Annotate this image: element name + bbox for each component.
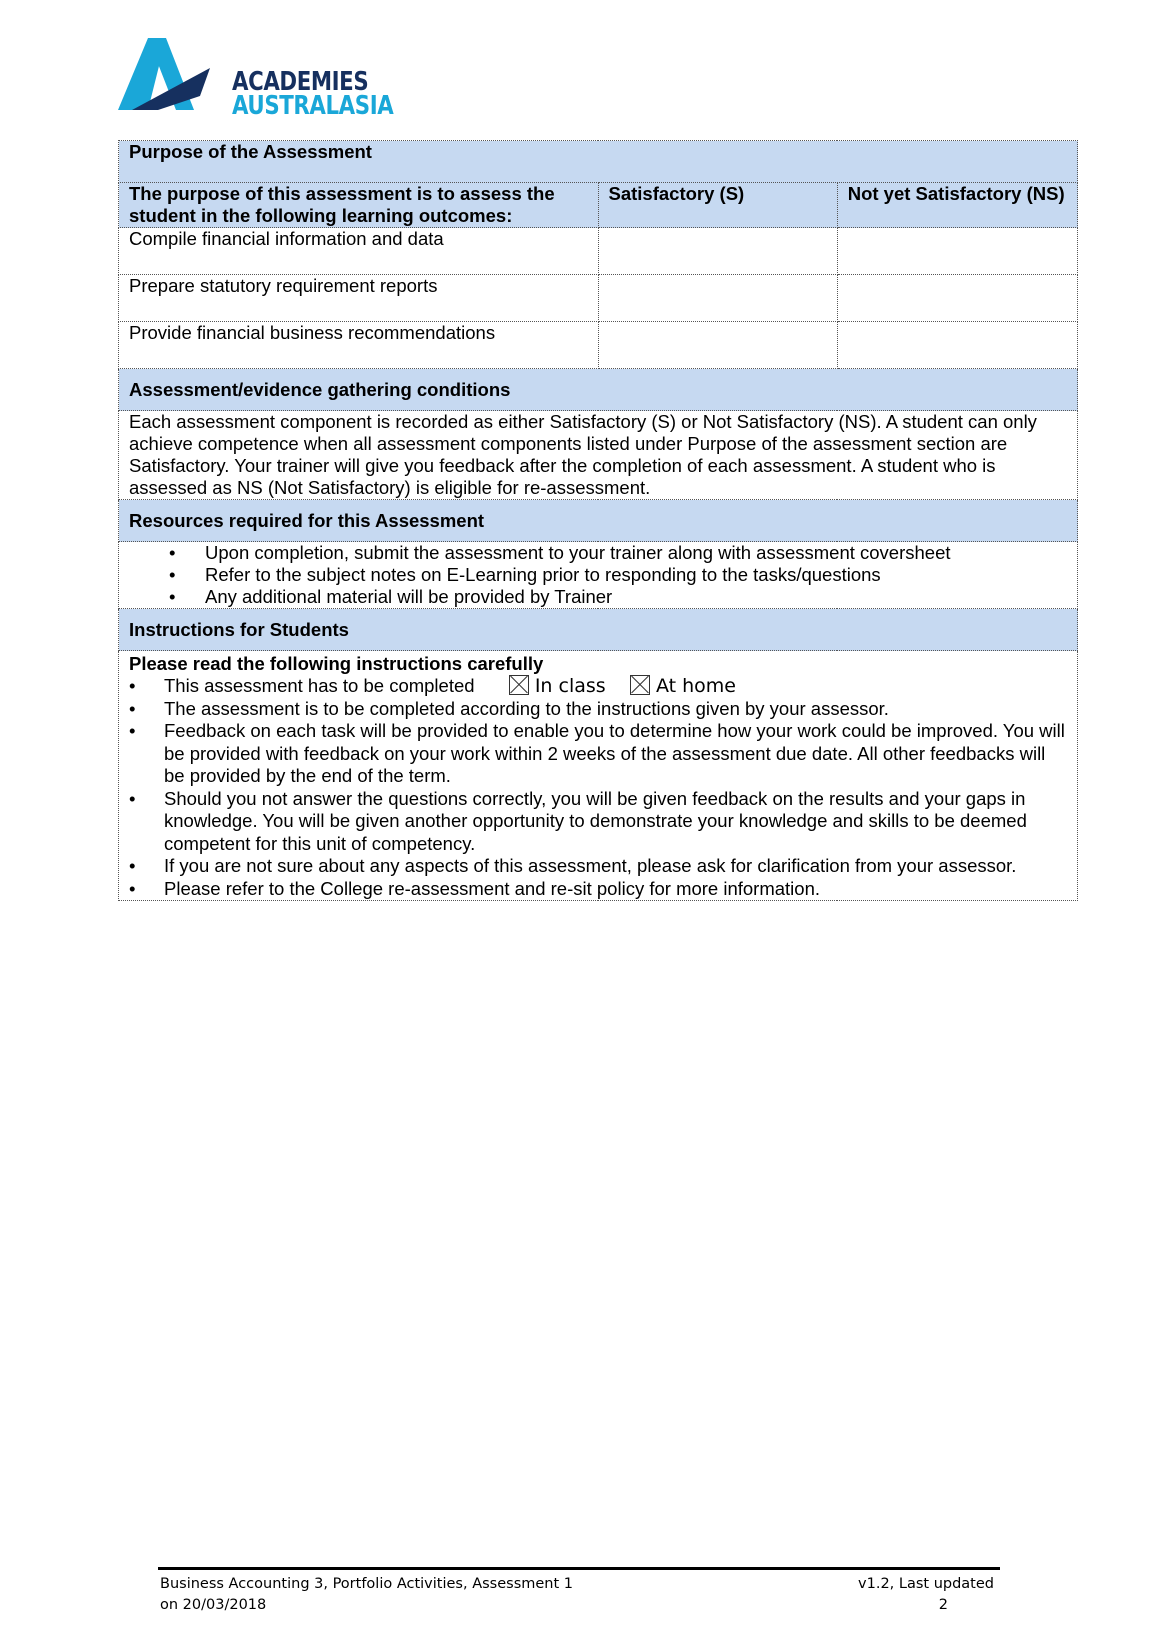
page-number: 2 [938, 1597, 948, 1613]
conditions-row [119, 411, 1078, 500]
not-satisfactory-cell[interactable] [837, 275, 1077, 322]
not-satisfactory-column-header: Not yet Satisfactory (NS) [837, 183, 1077, 228]
list-item: • If you are not sure about any aspects of this assessment, please ask for clarification from your assessor. [164, 855, 1067, 878]
learning-outcome: Prepare statutory requirement reports [119, 275, 599, 322]
learning-outcome: Provide financial business recommendations [119, 322, 599, 369]
purpose-section-header [119, 141, 1078, 183]
instructions-list [129, 675, 1067, 900]
list-item: • Please refer to the College re-assessment and re-sit policy for more information. [164, 878, 1067, 901]
footer-version: v1.2, Last updated [858, 1576, 994, 1592]
list-item: • Should you not answer the questions correctly, you will be given feedback on the results and your gaps in knowledge. You will be given another opportunity to demonstrate your knowledge and skills to be deemed competent for this unit of competency. [164, 788, 1067, 856]
satisfactory-cell[interactable] [598, 228, 837, 275]
list-item: • The assessment is to be completed according to the instructions given by your assessor. [164, 698, 1067, 721]
list-item: • Upon completion, submit the assessment to your trainer along with assessment coversheet [205, 542, 1067, 564]
resources-list [129, 542, 1067, 608]
resources-heading: Resources required for this Assessment [119, 500, 1078, 542]
purpose-heading: Purpose of the Assessment [119, 141, 1078, 183]
at-home-label: At home [655, 675, 736, 697]
conditions-text: Each assessment component is recorded as either Satisfactory (S) or Not Satisfactory (NS). A student can only achieve competence when all assessment components listed under Purpose of the assessment section are Satisfactory. Your trainer will give you feedback after the completion of each assessment. A student who is assessed as NS (Not Satisfactory) is eligible for re-assessment. [119, 411, 1078, 500]
conditions-section-header [119, 369, 1078, 411]
outcomes-column-header: The purpose of this assessment is to assess the student in the following learning outcomes: [119, 183, 599, 228]
satisfactory-column-header: Satisfactory (S) [598, 183, 837, 228]
satisfactory-cell[interactable] [598, 275, 837, 322]
satisfactory-cell[interactable] [598, 322, 837, 369]
resources-section-header [119, 500, 1078, 542]
logo-wordmark [232, 67, 429, 121]
assessment-table [118, 140, 1078, 901]
table-row [119, 275, 1078, 322]
footer-document-info: Business Accounting 3, Portfolio Activities, Assessment 1 on 20/03/2018 [160, 1576, 574, 1613]
instructions-row [119, 651, 1078, 901]
in-class-label: In class [534, 675, 606, 697]
table-row [119, 228, 1078, 275]
list-item [164, 675, 1067, 698]
footer-divider [158, 1567, 1000, 1570]
purpose-column-header-row [119, 183, 1078, 228]
table-row [119, 322, 1078, 369]
learning-outcome: Compile financial information and data [119, 228, 599, 275]
resources-row [119, 542, 1078, 609]
logo-line1: ACADEMIES [232, 67, 369, 97]
in-class-checkbox[interactable] [509, 675, 529, 695]
list-item: • Feedback on each task will be provided to enable you to determine how your work could be improved. You will be provided with feedback on your work within 2 weeks of the assessment due date. All other feedbacks will be provided by the end of the term. [164, 720, 1067, 788]
footer-version-info [858, 1574, 994, 1616]
not-satisfactory-cell[interactable] [837, 322, 1077, 369]
logo-line2: AUSTRALASIA [232, 91, 394, 121]
logo-mark-icon [118, 38, 238, 120]
completion-label: This assessment has to be completed [164, 675, 475, 696]
instructions-heading: Instructions for Students [119, 609, 1078, 651]
instructions-section-header [119, 609, 1078, 651]
not-satisfactory-cell[interactable] [837, 228, 1077, 275]
list-item: • Refer to the subject notes on E-Learning prior to responding to the tasks/questions [205, 564, 1067, 586]
conditions-heading: Assessment/evidence gathering conditions [119, 369, 1078, 411]
list-item: • Any additional material will be provided by Trainer [205, 586, 1067, 608]
instructions-subheading: Please read the following instructions carefully [129, 653, 544, 674]
at-home-checkbox[interactable] [630, 675, 650, 695]
